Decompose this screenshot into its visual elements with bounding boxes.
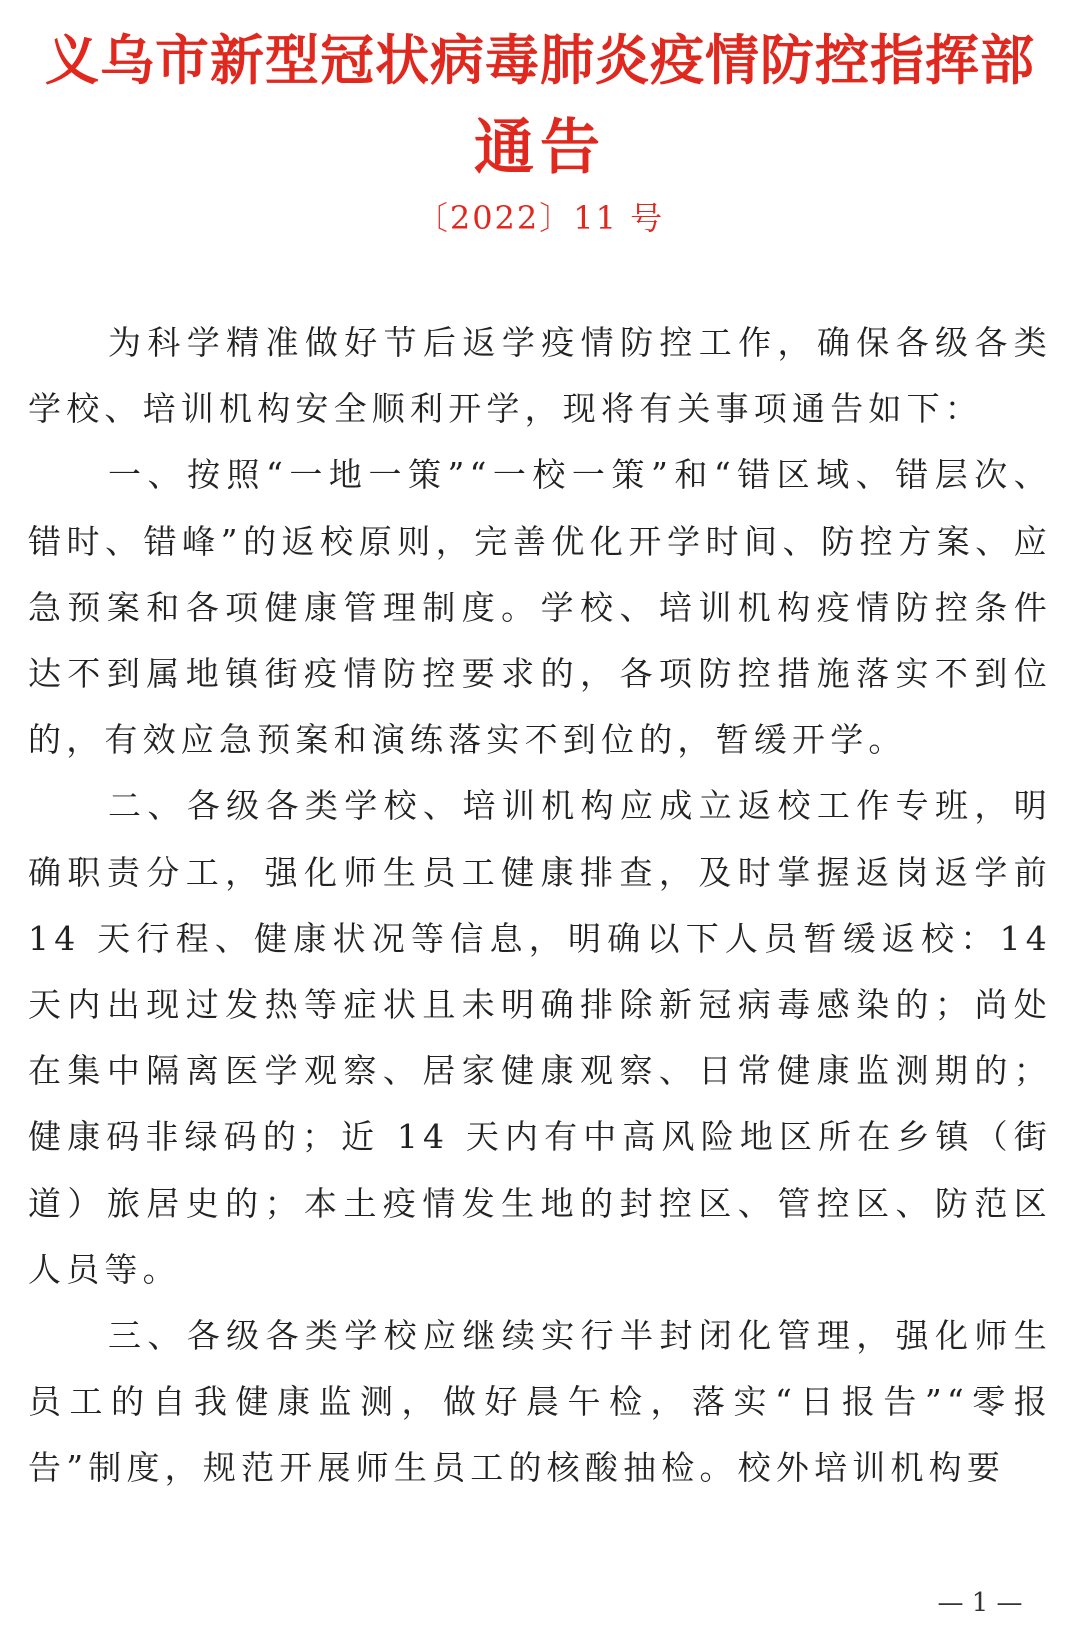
- document-number: 〔2022〕11 号: [415, 199, 665, 237]
- item-1-paragraph: 一、按照“一地一策”“一校一策”和“错区域、错层次、错时、错峰”的返校原则，完善优化开学时间、防控方案、应急预案和各项健康管理制度。学校、培训机构疫情防控条件达不到属地镇街疫情防控要求的，各项防控措施落实不到位的，有效应急预案和演练落实不到位的，暂缓开学。: [28, 455, 1052, 760]
- notice-body: [28, 310, 1052, 1502]
- item-2-paragraph: 二、各级各类学校、培训机构应成立返校工作专班，明确职责分工，强化师生员工健康排查，及时掌握返岗返学前 14 天行程、健康状况等信息，明确以下人员暂缓返校：14 天内出现过发热等症状且未明确排除新冠病毒感染的；尚处在集中隔离医学观察、居家健康观察、日常健康监测期的；健康码非绿码的；近 14 天内有中高风险地区所在乡镇（街道）旅居史的；本土疫情发生地的封控区、管控区、防范区人员等。: [28, 786, 1052, 1289]
- notice-title: 义乌市新型冠状病毒肺炎疫情防控指挥部: [45, 28, 1035, 92]
- notice-subtitle: 通告: [474, 113, 606, 183]
- item-3-paragraph: 三、各级各类学校应继续实行半封闭化管理，强化师生员工的自我健康监测，做好晨午检，落实“日报告”“零报告”制度，规范开展师生员工的核酸抽检。校外培训机构要: [28, 1316, 1052, 1488]
- page-number: — 1 —: [937, 1588, 1023, 1618]
- intro-paragraph: 为科学精准做好节后返学疫情防控工作，确保各级各类学校、培训机构安全顺利开学，现将有关事项通告如下：: [28, 323, 1052, 429]
